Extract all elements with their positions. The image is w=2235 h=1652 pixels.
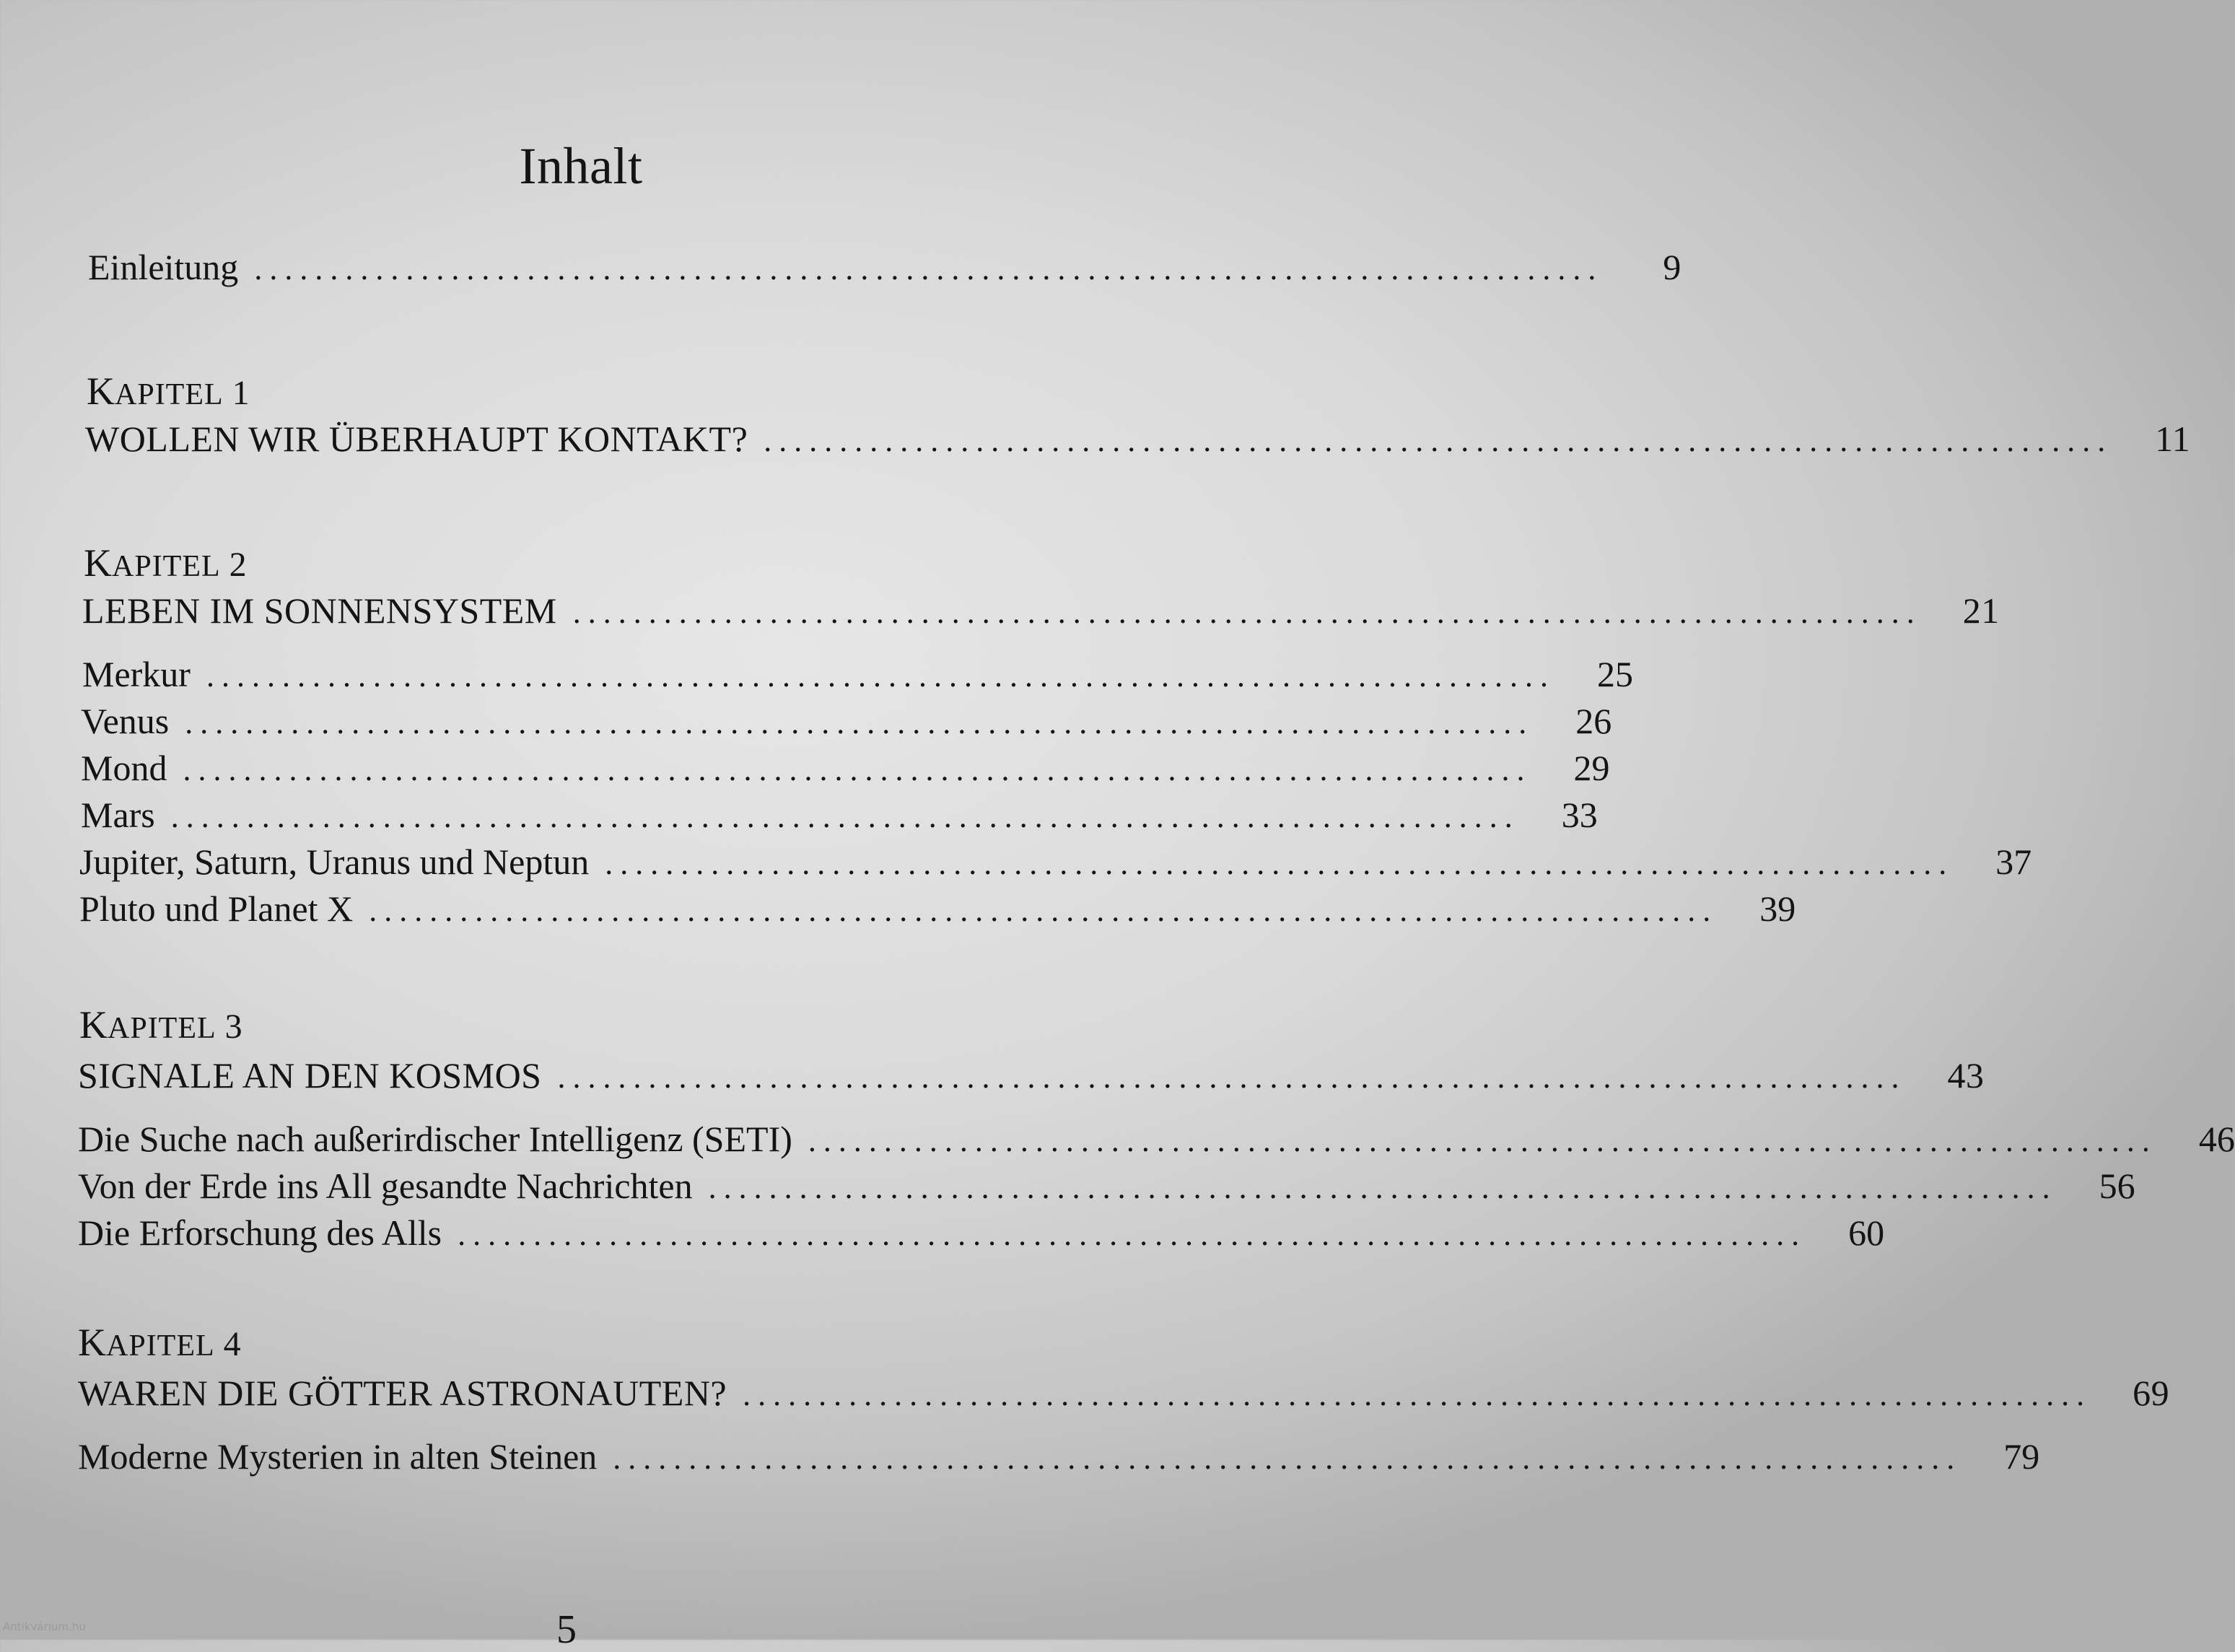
toc-entry-label: Mond	[81, 748, 167, 788]
chapter-heading-page: 69	[2133, 1373, 2170, 1413]
toc-entry	[78, 1211, 1885, 1257]
toc-entry-label: Merkur	[82, 654, 191, 694]
leader-dots: .........................................................................................	[557, 1059, 1907, 1095]
leader-dots: .........................................................................................	[183, 752, 1532, 787]
toc-entry-page: 79	[2003, 1436, 2040, 1477]
leader-dots: .........................................................................................	[743, 1377, 2092, 1412]
chapter-number: 3	[224, 1008, 242, 1046]
toc-entry	[79, 840, 2032, 886]
chapter-heading-label: WOLLEN WIR ÜBERHAUPT KONTAKT?	[85, 419, 748, 459]
chapter-4-heading	[78, 1371, 2170, 1417]
chapter-heading-label: WAREN DIE GÖTTER ASTRONAUTEN?	[78, 1373, 727, 1413]
toc-entry-label: Die Suche nach außerirdischer Intelligenz (SETI)	[78, 1119, 792, 1159]
leader-dots: .........................................................................................	[206, 658, 1555, 694]
toc-entry	[82, 652, 1633, 698]
chapter-3-label	[79, 1005, 242, 1049]
toc-entry-label: Mars	[81, 795, 155, 835]
leader-dots: .........................................................................................	[458, 1217, 1807, 1252]
toc-entry	[78, 1164, 2135, 1210]
leader-dots: .........................................................................................	[613, 1441, 1962, 1476]
toc-entry	[81, 699, 1612, 745]
chapter-heading-page: 11	[2155, 419, 2191, 459]
toc-entry-page: 56	[2099, 1166, 2135, 1206]
toc-entry-page: 29	[1573, 748, 1610, 788]
toc-entry-label: Venus	[81, 701, 170, 741]
chapter-word: KAPITEL	[87, 370, 224, 413]
chapter-heading-page: 21	[1962, 590, 2000, 631]
leader-dots: .........................................................................................	[605, 846, 1954, 881]
toc-entry	[81, 746, 1610, 792]
toc-entry-label: Einleitung	[88, 247, 239, 287]
chapter-number: 4	[223, 1325, 241, 1363]
toc-entry-page: 33	[1561, 795, 1598, 835]
chapter-number: 1	[232, 374, 250, 412]
chapter-word: KAPITEL	[84, 541, 221, 585]
chapter-4-label	[78, 1322, 241, 1366]
leader-dots: .........................................................................................	[764, 423, 2113, 458]
toc-entry-label: Jupiter, Saturn, Uranus und Neptun	[79, 842, 590, 882]
chapter-number: 2	[229, 546, 247, 584]
chapter-heading-label: LEBEN IM SONNENSYSTEM	[82, 590, 557, 631]
chapter-word: KAPITEL	[78, 1321, 215, 1364]
chapter-word: KAPITEL	[79, 1003, 216, 1046]
toc-entry-label: Die Erforschung des Alls	[78, 1212, 442, 1253]
chapter-2-heading	[82, 589, 2000, 634]
toc-entry-label: Pluto und Planet X	[79, 888, 354, 929]
toc-entry	[78, 1117, 2235, 1163]
toc-entry-page: 9	[1663, 247, 1681, 287]
leader-dots: .........................................................................................	[170, 799, 1520, 834]
toc-entry-label: Von der Erde ins All gesandte Nachrichten	[78, 1166, 693, 1206]
chapter-3-heading	[78, 1054, 1985, 1099]
watermark: Antikvárium.hu	[3, 1620, 86, 1633]
toc-entry-page: 39	[1759, 888, 1796, 929]
leader-dots: .........................................................................................	[708, 1170, 2057, 1205]
toc-entry	[81, 793, 1598, 839]
toc-entry-page: 60	[1848, 1212, 1885, 1253]
toc-entry	[79, 887, 1796, 932]
leader-dots: .........................................................................................	[808, 1123, 2157, 1158]
page-title: Inhalt	[519, 137, 643, 195]
leader-dots: .........................................................................................	[185, 705, 1534, 740]
chapter-1-heading	[85, 417, 2191, 463]
toc-entry-page: 25	[1596, 654, 1633, 694]
leader-dots: .........................................................................................	[254, 251, 1604, 287]
toc-entry-einleitung	[88, 245, 1681, 291]
toc-entry-page: 46	[2198, 1119, 2235, 1159]
chapter-1-label	[87, 371, 250, 415]
footer-page-number: 5	[556, 1607, 577, 1652]
toc-entry-label: Moderne Mysterien in alten Steinen	[78, 1436, 598, 1477]
leader-dots: .........................................................................................	[572, 595, 1922, 630]
chapter-heading-page: 43	[1947, 1055, 1985, 1096]
chapter-2-label	[84, 543, 247, 587]
toc-entry-page: 37	[1995, 842, 2032, 882]
toc-entry	[78, 1435, 2040, 1480]
chapter-heading-label: SIGNALE AN DEN KOSMOS	[78, 1055, 542, 1096]
toc-entry-page: 26	[1575, 701, 1612, 741]
leader-dots: .........................................................................................	[369, 893, 1718, 928]
